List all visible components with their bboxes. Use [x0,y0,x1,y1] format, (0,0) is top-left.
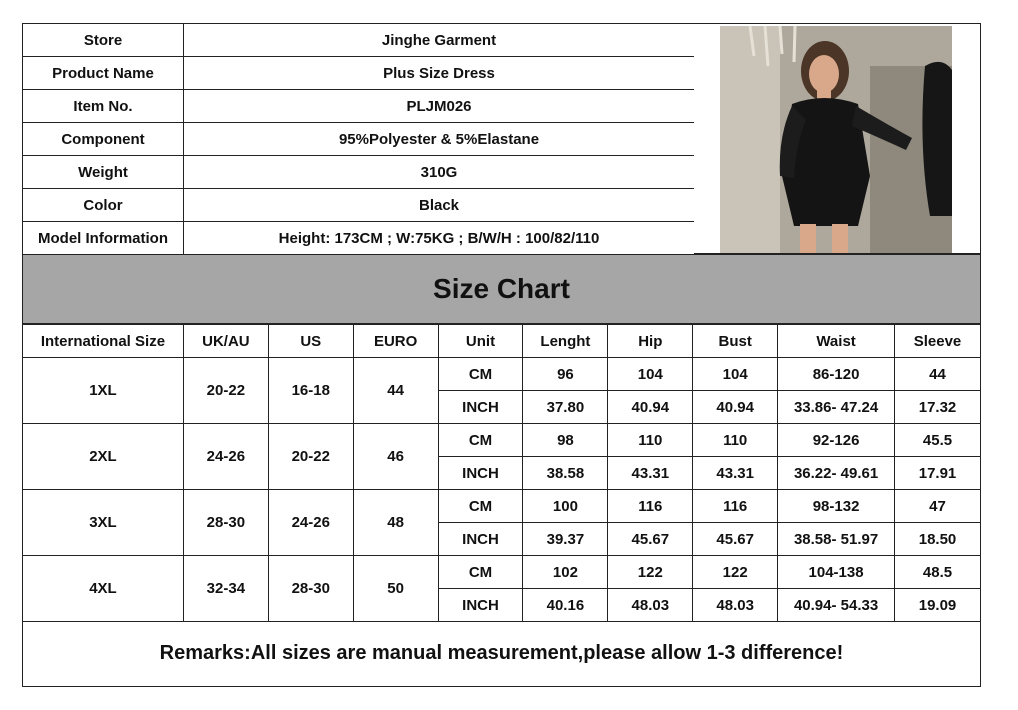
intl-size-cell: 3XL [23,490,184,556]
column-header: Sleeve [895,325,981,358]
hip-cell: 122 [608,556,693,589]
column-header: UK/AU [183,325,268,358]
waist-cell: 38.58- 51.97 [778,523,895,556]
info-row-product-name [23,57,695,90]
us-cell: 16-18 [268,358,353,424]
product-photo-cell [694,23,981,254]
waist-cell: 98-132 [778,490,895,523]
sleeve-cell: 17.32 [895,391,981,424]
bust-cell: 104 [693,358,778,391]
bust-cell: 43.31 [693,457,778,490]
column-header: Unit [438,325,523,358]
uk-au-cell: 32-34 [183,556,268,622]
intl-size-cell: 1XL [23,358,184,424]
us-cell: 20-22 [268,424,353,490]
bust-cell: 122 [693,556,778,589]
waist-cell: 33.86- 47.24 [778,391,895,424]
length-cell: 39.37 [523,523,608,556]
sleeve-cell: 47 [895,490,981,523]
length-cell: 37.80 [523,391,608,424]
column-header: Hip [608,325,693,358]
bust-cell: 45.67 [693,523,778,556]
size-chart-table [22,324,981,622]
sleeve-cell: 45.5 [895,424,981,457]
info-label: Model Information [23,222,184,255]
info-label: Item No. [23,90,184,123]
info-value: Black [184,189,695,222]
unit-cell: CM [438,490,523,523]
unit-cell: INCH [438,589,523,622]
unit-cell: CM [438,358,523,391]
info-row-model-information [23,222,695,255]
sleeve-cell: 44 [895,358,981,391]
unit-cell: INCH [438,523,523,556]
hip-cell: 40.94 [608,391,693,424]
info-value: PLJM026 [184,90,695,123]
unit-cell: CM [438,556,523,589]
remarks-note: Remarks:All sizes are manual measurement,please allow 1-3 difference! [22,621,981,687]
length-cell: 102 [523,556,608,589]
sleeve-cell: 19.09 [895,589,981,622]
length-cell: 38.58 [523,457,608,490]
column-header: Waist [778,325,895,358]
model-in-black-dress-image [720,26,952,253]
intl-size-cell: 2XL [23,424,184,490]
euro-cell: 44 [353,358,438,424]
size-sheet [22,23,981,687]
info-value: Plus Size Dress [184,57,695,90]
uk-au-cell: 20-22 [183,358,268,424]
hip-cell: 116 [608,490,693,523]
bust-cell: 110 [693,424,778,457]
waist-cell: 92-126 [778,424,895,457]
length-cell: 96 [523,358,608,391]
info-value: 310G [184,156,695,189]
size-row-cm [23,358,981,391]
uk-au-cell: 28-30 [183,490,268,556]
euro-cell: 48 [353,490,438,556]
info-label: Store [23,24,184,57]
info-row-store [23,24,695,57]
size-chart-title: Size Chart [22,254,981,324]
product-photo [720,26,952,253]
hip-cell: 48.03 [608,589,693,622]
waist-cell: 40.94- 54.33 [778,589,895,622]
euro-cell: 46 [353,424,438,490]
hip-cell: 110 [608,424,693,457]
column-header: EURO [353,325,438,358]
size-row-cm [23,424,981,457]
info-row-component [23,123,695,156]
column-header: Lenght [523,325,608,358]
sleeve-cell: 48.5 [895,556,981,589]
euro-cell: 50 [353,556,438,622]
sleeve-cell: 17.91 [895,457,981,490]
bust-cell: 116 [693,490,778,523]
size-row-cm [23,556,981,589]
uk-au-cell: 24-26 [183,424,268,490]
hip-cell: 45.67 [608,523,693,556]
intl-size-cell: 4XL [23,556,184,622]
product-info-table [22,23,695,255]
info-label: Color [23,189,184,222]
bust-cell: 40.94 [693,391,778,424]
us-cell: 28-30 [268,556,353,622]
waist-cell: 86-120 [778,358,895,391]
info-label: Weight [23,156,184,189]
column-header: US [268,325,353,358]
us-cell: 24-26 [268,490,353,556]
info-row-item-no [23,90,695,123]
size-row-cm [23,490,981,523]
length-cell: 40.16 [523,589,608,622]
info-row-weight [23,156,695,189]
column-header: Bust [693,325,778,358]
unit-cell: INCH [438,391,523,424]
info-value: Height: 173CM ; W:75KG ; B/W/H : 100/82/110 [184,222,695,255]
unit-cell: CM [438,424,523,457]
hip-cell: 43.31 [608,457,693,490]
info-row-color [23,189,695,222]
info-label: Component [23,123,184,156]
size-chart-header-row [23,325,981,358]
length-cell: 100 [523,490,608,523]
column-header: International Size [23,325,184,358]
hip-cell: 104 [608,358,693,391]
info-value: Jinghe Garment [184,24,695,57]
bust-cell: 48.03 [693,589,778,622]
sleeve-cell: 18.50 [895,523,981,556]
waist-cell: 36.22- 49.61 [778,457,895,490]
info-value: 95%Polyester & 5%Elastane [184,123,695,156]
unit-cell: INCH [438,457,523,490]
waist-cell: 104-138 [778,556,895,589]
length-cell: 98 [523,424,608,457]
info-label: Product Name [23,57,184,90]
